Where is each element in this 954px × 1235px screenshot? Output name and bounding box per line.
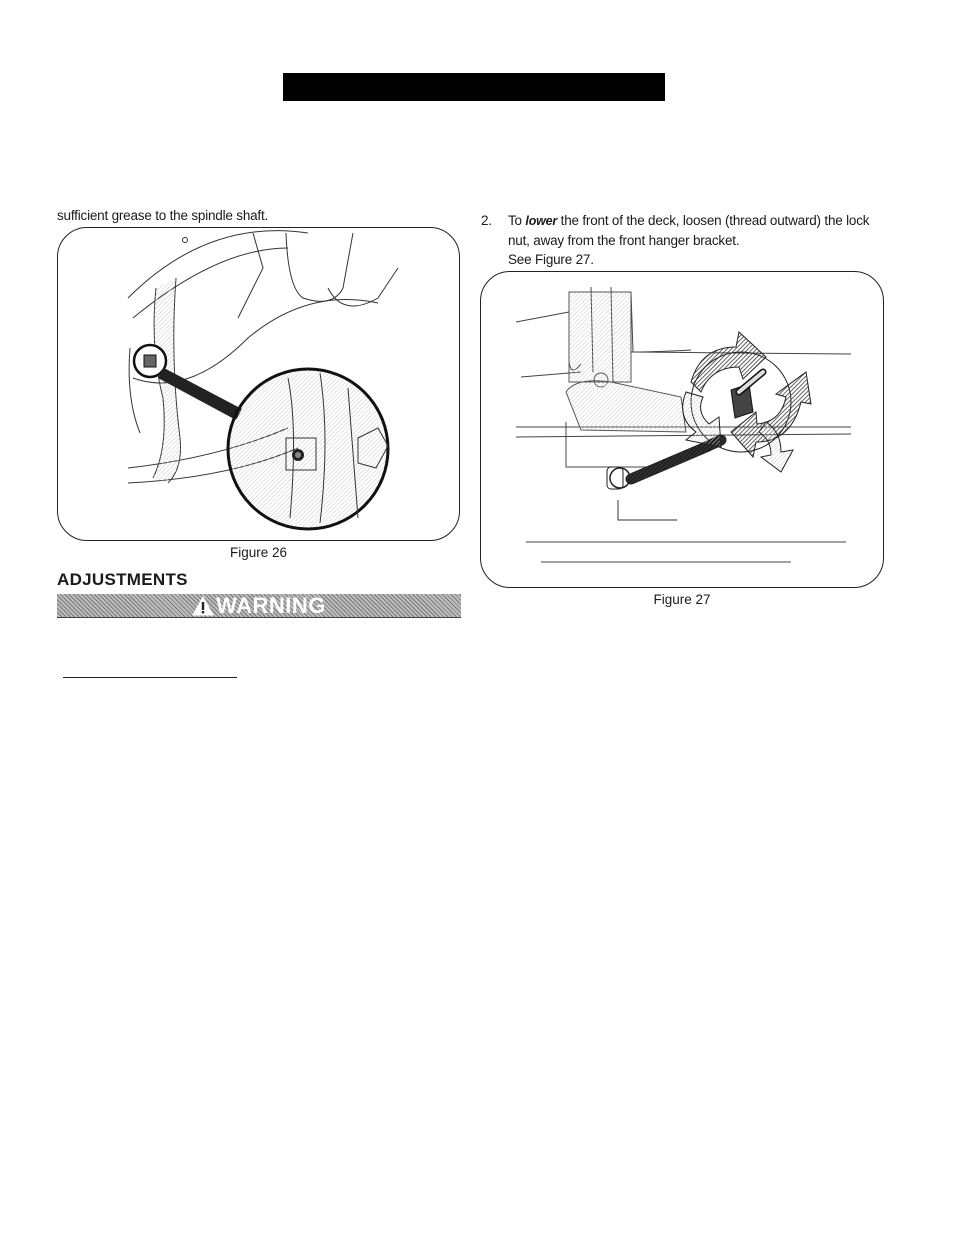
step-line-3: See Figure 27. — [508, 252, 594, 267]
warning-triangle-icon — [192, 596, 214, 616]
figure-26-illustration — [58, 228, 460, 541]
step-line-1 — [508, 211, 888, 231]
figure-26 — [57, 227, 460, 541]
step-line-1-rest: the front of the deck, loosen (thread outward) the lock — [560, 213, 870, 228]
figure-27 — [480, 271, 884, 588]
step-line-2: nut, away from the front hanger bracket. — [508, 233, 740, 248]
figure-26-caption: Figure 26 — [229, 545, 288, 560]
step-number: 2. — [481, 213, 492, 228]
warning-label: WARNING — [216, 594, 326, 618]
horizontal-rule — [63, 677, 237, 678]
figure-27-caption: Figure 27 — [653, 592, 711, 607]
warning-banner — [57, 594, 461, 618]
step-emphasis: lower — [525, 214, 558, 228]
figure-27-illustration — [481, 272, 884, 588]
step-body — [508, 211, 888, 269]
step-prefix: To — [508, 213, 522, 228]
warning-content — [57, 595, 461, 617]
section-heading: ADJUSTMENTS — [57, 570, 188, 589]
intro-text: sufficient grease to the spindle shaft. — [57, 208, 269, 223]
header-black-bar — [283, 73, 665, 101]
